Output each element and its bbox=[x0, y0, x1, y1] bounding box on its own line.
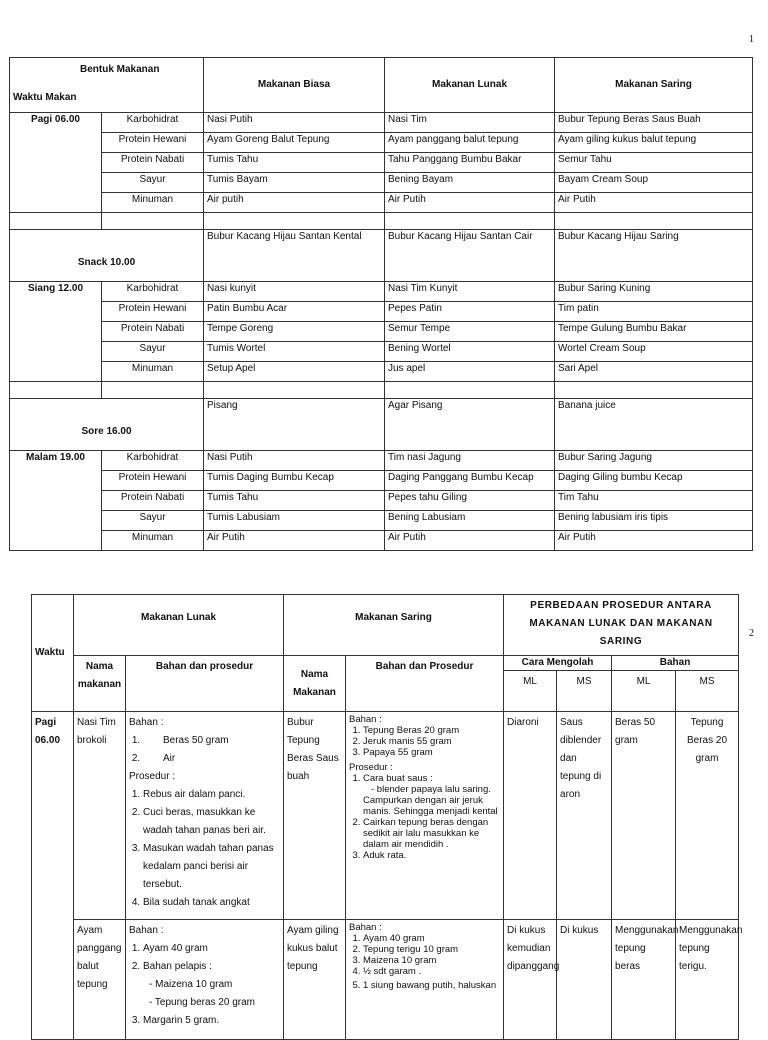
bahan-ms: Tepung Beras 20 gram bbox=[676, 712, 739, 920]
category-cell: Protein Hewani bbox=[102, 133, 204, 153]
lunak-cell: Tahu Panggang Bumbu Bakar bbox=[385, 153, 555, 173]
nama-makanan-saring: Ayam giling kukus balut tepung bbox=[284, 920, 346, 1040]
list-item: 2. Tepung terigu 10 gram bbox=[363, 944, 500, 955]
step-subtext: Campurkan dengan air jeruk manis. Sehingga menjadi kental bbox=[363, 795, 498, 817]
table-row bbox=[10, 322, 753, 342]
header-makanan-lunak: Makanan Lunak bbox=[74, 595, 284, 656]
meal-time-snack: Snack 10.00 bbox=[10, 230, 204, 282]
saring-cell: Semur Tahu bbox=[555, 153, 753, 173]
lunak-cell: Ayam panggang balut tepung bbox=[385, 133, 555, 153]
header-nama-makanan-saring: Nama Makanan bbox=[284, 656, 346, 712]
list-item: 3. Papaya 55 gram bbox=[363, 747, 500, 758]
category-cell: Karbohidrat bbox=[102, 282, 204, 302]
category-cell: Protein Nabati bbox=[102, 491, 204, 511]
header-bahan-prosedur-saring: Bahan dan Prosedur bbox=[346, 656, 504, 712]
lunak-cell: Semur Tempe bbox=[385, 322, 555, 342]
category-cell: Sayur bbox=[102, 511, 204, 531]
list-item: 3. Masukan wadah tahan panas kedalam panci berisi air tersebut. bbox=[143, 840, 280, 894]
table-row bbox=[10, 230, 753, 282]
saring-cell: Bayam Cream Soup bbox=[555, 173, 753, 193]
lunak-cell: Pepes tahu Giling bbox=[385, 491, 555, 511]
list-item: 2. Jeruk manis 55 gram bbox=[363, 736, 500, 747]
saring-cell: Tim Tahu bbox=[555, 491, 753, 511]
menu-table bbox=[9, 57, 753, 551]
blank-row bbox=[10, 213, 753, 230]
header-cara-mengolah: Cara Mengolah bbox=[504, 656, 612, 671]
category-cell: Karbohidrat bbox=[102, 113, 204, 133]
table-row bbox=[32, 712, 739, 920]
table-row bbox=[10, 133, 753, 153]
saring-cell: Tim patin bbox=[555, 302, 753, 322]
cara-ml: Diaroni bbox=[504, 712, 557, 920]
table-row bbox=[10, 282, 753, 302]
table-row bbox=[10, 471, 753, 491]
biasa-cell: Air putih bbox=[204, 193, 385, 213]
page-number: 1 bbox=[749, 34, 754, 45]
category-cell: Protein Nabati bbox=[102, 153, 204, 173]
category-cell: Minuman bbox=[102, 193, 204, 213]
list-item: 4. ½ sdt garam . bbox=[363, 966, 500, 977]
header-bahan-prosedur-lunak: Bahan dan prosedur bbox=[126, 656, 284, 712]
lunak-cell: Tim nasi Jagung bbox=[385, 451, 555, 471]
bahan-label: Bahan : bbox=[349, 714, 382, 725]
category-cell: Protein Hewani bbox=[102, 302, 204, 322]
saring-cell: Air Putih bbox=[555, 531, 753, 551]
list-item: 2. Air bbox=[143, 750, 280, 768]
table-row bbox=[10, 173, 753, 193]
table-row bbox=[10, 153, 753, 173]
category-cell: Protein Hewani bbox=[102, 471, 204, 491]
table-row bbox=[10, 399, 753, 451]
bahan-label: Bahan : bbox=[349, 922, 382, 933]
header-saring: Makanan Saring bbox=[555, 58, 753, 113]
header-perbedaan: PERBEDAAN PROSEDUR ANTARA MAKANAN LUNAK DAN MAKANAN SARING bbox=[504, 595, 739, 656]
bahan-label: Bahan : bbox=[129, 717, 164, 728]
biasa-cell: Tumis Tahu bbox=[204, 491, 385, 511]
bahan-prosedur-lunak bbox=[126, 920, 284, 1040]
saring-cell: Ayam giling kukus balut tepung bbox=[555, 133, 753, 153]
saring-cell: Wortel Cream Soup bbox=[555, 342, 753, 362]
list-item: 5. 1 siung bawang putih, haluskan bbox=[363, 977, 500, 995]
table-row bbox=[10, 113, 753, 133]
bahan-prosedur-saring bbox=[346, 920, 504, 1040]
nama-makanan-lunak: Ayam panggang balut tepung bbox=[74, 920, 126, 1040]
lunak-cell: Daging Panggang Bumbu Kecap bbox=[385, 471, 555, 491]
biasa-cell: Setup Apel bbox=[204, 362, 385, 382]
blank-row bbox=[10, 382, 753, 399]
list-item: 4. Bila sudah tanak angkat bbox=[143, 894, 280, 912]
prosedur-label: Prosedur : bbox=[349, 762, 393, 773]
bahan-label: Bahan : bbox=[129, 925, 164, 936]
biasa-cell: Nasi Putih bbox=[204, 451, 385, 471]
step-subtext: - blender papaya lalu saring. bbox=[371, 784, 491, 795]
saring-cell: Banana juice bbox=[555, 399, 753, 451]
table-row bbox=[10, 451, 753, 471]
biasa-cell: Patin Bumbu Acar bbox=[204, 302, 385, 322]
lunak-cell: Nasi Tim Kunyit bbox=[385, 282, 555, 302]
category-cell: Protein Nabati bbox=[102, 322, 204, 342]
list-item: 1. Tepung Beras 20 gram bbox=[363, 725, 500, 736]
category-cell: Sayur bbox=[102, 173, 204, 193]
table-row bbox=[10, 342, 753, 362]
header-biasa: Makanan Biasa bbox=[204, 58, 385, 113]
lunak-cell: Pepes Patin bbox=[385, 302, 555, 322]
biasa-cell: Tumis Wortel bbox=[204, 342, 385, 362]
saring-cell: Air Putih bbox=[555, 193, 753, 213]
header-lunak: Makanan Lunak bbox=[385, 58, 555, 113]
lunak-cell: Bening Labusiam bbox=[385, 511, 555, 531]
lunak-cell: Air Putih bbox=[385, 531, 555, 551]
lunak-cell: Agar Pisang bbox=[385, 399, 555, 451]
table-row bbox=[32, 920, 739, 1040]
waktu-makan-label: Waktu Makan bbox=[13, 92, 77, 103]
bahan-ml: Menggunakan tepung beras bbox=[612, 920, 676, 1040]
prosedur-label: Prosedur : bbox=[129, 771, 176, 782]
saring-cell: Bubur Tepung Beras Saus Buah bbox=[555, 113, 753, 133]
saring-cell: Bening labusiam iris tipis bbox=[555, 511, 753, 531]
saring-cell: Bubur Kacang Hijau Saring bbox=[555, 230, 753, 282]
list-item: 1. Rebus air dalam panci. bbox=[143, 786, 280, 804]
biasa-cell: Bubur Kacang Hijau Santan Kental bbox=[204, 230, 385, 282]
table-row bbox=[10, 193, 753, 213]
header-ms: MS bbox=[557, 671, 612, 712]
header-ml: ML bbox=[504, 671, 557, 712]
list-item: 2. Cairkan tepung beras dengan sedikit air lalu masukkan ke dalam air mendidih . bbox=[363, 817, 500, 850]
bahan-prosedur-saring bbox=[346, 712, 504, 920]
list-item: 3. Aduk rata. bbox=[363, 850, 500, 861]
category-cell: Sayur bbox=[102, 342, 204, 362]
category-cell: Karbohidrat bbox=[102, 451, 204, 471]
meal-time-malam: Malam 19.00 bbox=[10, 451, 102, 551]
cara-ms: Saus diblender dan tepung di aron bbox=[557, 712, 612, 920]
procedure-table bbox=[31, 594, 743, 1040]
bahan-prosedur-lunak bbox=[126, 712, 284, 920]
list-item: 1. Ayam 40 gram bbox=[363, 933, 500, 944]
waktu-pagi: Pagi 06.00 bbox=[32, 712, 74, 1040]
step-subtext: - Tepung beras 20 gram bbox=[149, 997, 255, 1008]
table-row bbox=[10, 491, 753, 511]
lunak-cell: Jus apel bbox=[385, 362, 555, 382]
saring-cell: Daging Giling bumbu Kecap bbox=[555, 471, 753, 491]
biasa-cell: Tumis Tahu bbox=[204, 153, 385, 173]
list-item: 1. Beras 50 gram bbox=[143, 732, 280, 750]
biasa-cell: Ayam Goreng Balut Tepung bbox=[204, 133, 385, 153]
lunak-cell: Bubur Kacang Hijau Santan Cair bbox=[385, 230, 555, 282]
header-waktu: Waktu bbox=[32, 595, 74, 712]
header-nama-makanan: Nama makanan bbox=[74, 656, 126, 712]
table-row bbox=[10, 302, 753, 322]
table-row bbox=[10, 511, 753, 531]
bahan-ms: Menggunakan tepung terigu. bbox=[676, 920, 739, 1040]
step-text: Bahan pelapis : bbox=[143, 961, 212, 972]
header-makanan-saring: Makanan Saring bbox=[284, 595, 504, 656]
saring-cell: Tempe Gulung Bumbu Bakar bbox=[555, 322, 753, 342]
lunak-cell: Bening Bayam bbox=[385, 173, 555, 193]
page-number: 2 bbox=[749, 628, 754, 639]
lunak-cell: Air Putih bbox=[385, 193, 555, 213]
list-item: 3. Maizena 10 gram bbox=[363, 955, 500, 966]
cara-ms: Di kukus bbox=[557, 920, 612, 1040]
biasa-cell: Air Putih bbox=[204, 531, 385, 551]
biasa-cell: Tempe Goreng bbox=[204, 322, 385, 342]
list-item: 2. Cuci beras, masukkan ke wadah tahan panas beri air. bbox=[143, 804, 280, 840]
biasa-cell: Tumis Daging Bumbu Kecap bbox=[204, 471, 385, 491]
meal-time-pagi: Pagi 06.00 bbox=[10, 113, 102, 213]
list-item bbox=[363, 773, 500, 817]
bahan-ml: Beras 50 gram bbox=[612, 712, 676, 920]
table-row bbox=[10, 531, 753, 551]
biasa-cell: Tumis Labusiam bbox=[204, 511, 385, 531]
header-ms: MS bbox=[676, 671, 739, 712]
category-cell: Minuman bbox=[102, 531, 204, 551]
table-row bbox=[10, 362, 753, 382]
saring-cell: Sari Apel bbox=[555, 362, 753, 382]
list-item: 1. Ayam 40 gram bbox=[143, 940, 280, 958]
meal-time-sore: Sore 16.00 bbox=[10, 399, 204, 451]
cara-ml: Di kukus kemudian dipanggang bbox=[504, 920, 557, 1040]
step-text: Cara buat saus : bbox=[363, 773, 433, 784]
list-item: 3. Margarin 5 gram. bbox=[143, 1012, 280, 1030]
biasa-cell: Nasi Putih bbox=[204, 113, 385, 133]
category-cell: Minuman bbox=[102, 362, 204, 382]
header-bahan: Bahan bbox=[612, 656, 739, 671]
saring-cell: Bubur Saring Jagung bbox=[555, 451, 753, 471]
header-ml: ML bbox=[612, 671, 676, 712]
lunak-cell: Bening Wortel bbox=[385, 342, 555, 362]
header-corner-cell bbox=[10, 58, 204, 113]
biasa-cell: Pisang bbox=[204, 399, 385, 451]
list-item bbox=[143, 958, 280, 1012]
step-subtext: - Maizena 10 gram bbox=[149, 979, 233, 990]
bentuk-makanan-label: Bentuk Makanan bbox=[80, 64, 160, 75]
biasa-cell: Tumis Bayam bbox=[204, 173, 385, 193]
biasa-cell: Nasi kunyit bbox=[204, 282, 385, 302]
saring-cell: Bubur Saring Kuning bbox=[555, 282, 753, 302]
meal-time-siang: Siang 12.00 bbox=[10, 282, 102, 382]
nama-makanan-lunak: Nasi Tim brokoli bbox=[74, 712, 126, 920]
lunak-cell: Nasi Tim bbox=[385, 113, 555, 133]
nama-makanan-saring: Bubur Tepung Beras Saus buah bbox=[284, 712, 346, 920]
